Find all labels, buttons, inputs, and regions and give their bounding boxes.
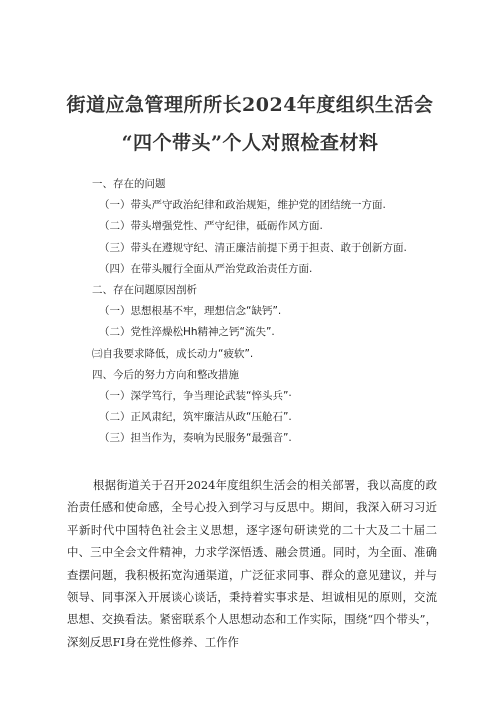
outline-item: （一）深学笃行，争当理论武装“悴头兵”· [99,390,292,402]
outline-item: 四、今后的努力方向和整改措施 [92,368,239,381]
outline-item: 一、存在的问题 [92,178,166,190]
outline-item: （一）带头严守政治纪律和政治规矩，维护党的团结统一方面. [99,199,386,212]
outline-item: （三）担当作为，奏响为民服务“最强音”. [99,432,292,445]
outline-item: （二）党性淬燥松Hh精神之钙“流失”. [99,326,275,339]
body-paragraph: 根据街道关于召开2024年度组织生活会的相关部署，我以高度的政治责任感和使命感，全号心投入到学习与反思中。期间，我深入研习习近平新时代中国特色社会主义思想，逐字逐句研读党的二十大及二十届二中、三中全会文件精神，力求学深悟透、融会贯通。同时，为全面、准确查摆问题，我积极拓宽沟通渠道，广泛征求同事、群众的意见建议，并与领导、同事深入开展谈心谈话，秉持着实事求是、坦诚相见的原则，交流思想、交换看法。紧密联系个人思想动态和工作实际，围绕“四个带头”，深刻反思FI身在党性修养、工作作 [67,478,437,649]
outline-item: （三）带头在遵规守纪、清正廉洁前提下勇于担责、敢于创新方面. [99,241,407,254]
outline-item: （一）思想根基不牢，理想信念“缺钙”. [99,305,282,318]
document-title-line-1: 街道应急管理所所长2024年度组织生活会 [66,94,434,116]
outline-item: （四）在带头履行全面从严治党政治责任方面. [99,262,313,275]
outline-item: 二、存在问题原因剖析 [92,284,197,296]
outline-item: （二）正风肃纪，筑牢廉洁从政“压舱石”. [99,411,292,424]
outline-item: （二）带头增强党性、严守纪律，砥砺作风方面. [99,220,323,233]
outline-item: ㈢自我要求降低，成长动力“疲软”. [92,347,254,360]
document-title-line-2: “四个带头”个人对照检查材料 [121,132,379,154]
